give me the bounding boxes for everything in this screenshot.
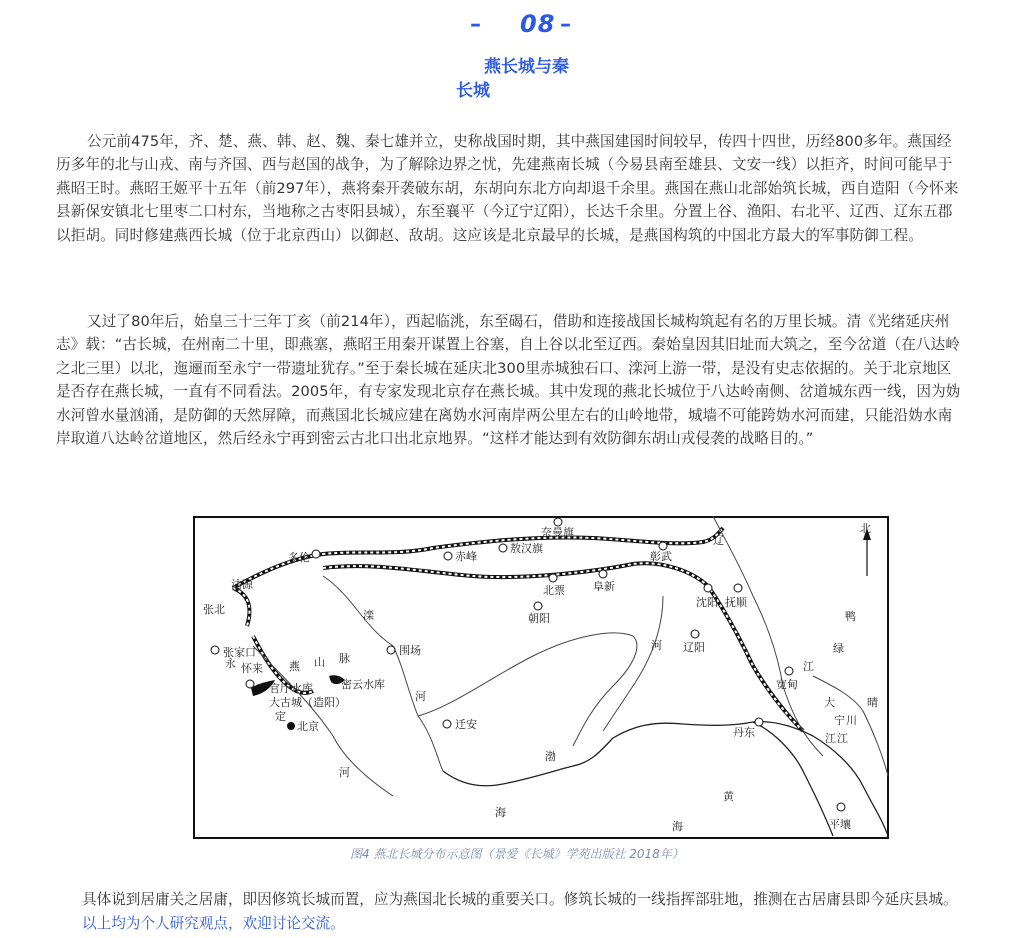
figure-caption: 图4 燕北长城分布示意图（景爱《长城》学苑出版社 2018年） [350,847,684,861]
section-title-line2: 长城 [456,81,490,101]
label-dandong: 丹东 [733,726,755,739]
label-guanting: 官厅水库 [269,682,313,695]
label-yan: 燕 [289,660,300,673]
map-svg [193,516,889,839]
label-yong: 永 [225,657,236,670]
label-hai1: 海 [495,806,506,819]
map-figure [193,516,889,839]
paragraph-1: 公元前475年，齐、楚、燕、韩、赵、魏、秦七雄并立，史称战国时期，其中燕国建国时间较早，传四十四世，历经800多年。燕国经历多年的北与山戎、南与齐国、西与赵国的战争，为了解除边界之忧，先建燕南长城（今易县南至雄县、文安一线）以拒齐，时间可能早于燕昭王时。燕昭王姬平十五年（前297年），燕将秦开袭破东胡，东胡向东北方向却退千余里。燕国在燕山北部始筑长城，西自造阳（今怀来县新保安镇北七里枣二口村东，当地称之古枣阳县城），东至襄平（今辽宁辽阳），长达千余里。分置上谷、渔阳、右北平、辽西、辽东五郡以拒胡。同时修建燕西长城（位于北京西山）以御赵、敌胡。这应该是北京最早的长城，是燕国构筑的中国北方最大的军事防御工程。 [56,133,959,244]
label-aohanqi: 敖汉旗 [510,542,543,555]
paragraph-3: 具体说到居庸关之居庸，即因修筑长城而置，应为燕国北长城的重要关口。修筑长城的一线指挥部驻地，推测在古居庸县即今延庆县城。 [82,891,958,908]
label-fuxin: 阜新 [593,580,615,593]
section-title-line1: 燕长城与秦 [484,57,569,77]
label-yalu: 鸭 [845,610,856,623]
label-naimanqi: 奈曼旗 [541,526,574,539]
label-chifeng: 赤峰 [455,550,477,563]
label-ningjiang: 宁 [834,714,845,727]
label-zhangjiakou: 张家口 [223,646,256,659]
label-hai2: 海 [672,820,683,833]
label-dagucheng: 大古城（造阳） [269,696,346,709]
label-huang: 黄 [723,790,734,803]
label-he-upper: 河 [415,690,426,703]
label-shan: 山 [314,656,325,669]
label-qianan: 迁安 [455,718,477,731]
label-weichang: 围场 [399,644,421,657]
label-beipiao: 北票 [543,584,565,597]
north-label: 北 [860,522,871,535]
paragraph-4: 以上均为个人研究观点，欢迎讨论交流。 [82,915,345,932]
label-fushun: 抚顺 [725,596,747,609]
label-qing: 晴 [867,696,878,709]
label-kuandian: 宽甸 [776,678,798,691]
section-number-value: 08 [520,10,556,38]
label-bo: 渤 [545,750,556,763]
label-shenyang: 沈阳 [696,596,718,609]
label-duolun: 多伦 [288,551,310,564]
label-miyun: 密云水库 [341,678,385,691]
paragraph-2: 又过了80年后，始皇三十三年丁亥（前214年），西起临洮，东至碣石，借助和连接战国长城构筑起有名的万里长城。清《光绪延庆州志》载：“古长城，在州南二十里，即燕塞，燕昭王用秦开谋置上谷塞，自上谷以北至辽西。秦始皇因其旧址而大筑之，至今岔道（在八达岭之北三里）以北，迤逦而至永宁一带遗址犹存。”至于秦长城在延庆北300里赤城独石口、滦河上游一带，是没有史志依据的。关于北京地区是否存在燕长城，一直有不同看法。2005年，有专家发现北京存在燕长城。其中发现的燕北长城位于八达岭南侧、岔道城东西一线，因为妫水河曾水量汹涌，是防御的天然屏障，而燕国北长城应建在离妫水河南岸两公里左右的山岭地带，城墙不可能跨妫水河而建，只能沿妫水南岸取道八达岭岔道地区，然后经永宁再到密云古北口出北京地界。“这样才能达到有效防御东胡山戎侵袭的战略目的。” [56,313,961,448]
label-he-west: 河 [339,766,350,779]
label-guyuan: 沽源 [231,578,253,591]
label-ding: 定 [275,710,286,723]
label-da: 大 [824,696,835,709]
label-jiang: 江 [803,660,814,673]
label-zhangwu: 彰武 [650,550,672,563]
label-liao-river: 辽 [713,534,724,547]
section-dash-left: – [470,12,481,37]
label-lu: 绿 [833,642,844,655]
label-huailai: 怀来 [241,662,263,675]
label-chaoyang: 朝阳 [528,612,550,625]
label-mai: 脉 [339,652,350,665]
section-number [470,10,580,44]
label-chuan: 川 [846,714,857,727]
label-jiang3: 江 [837,732,848,745]
label-he-mid: 河 [651,639,662,652]
section-dash-right: – [560,12,571,37]
label-jiang2: 江 [825,732,836,745]
label-luan: 滦 [363,609,374,622]
label-beijing: 北京 [297,720,319,733]
label-zhangbei: 张北 [203,603,225,616]
label-pingrang: 平壤 [829,818,851,831]
label-liaoyang: 辽阳 [683,641,705,654]
